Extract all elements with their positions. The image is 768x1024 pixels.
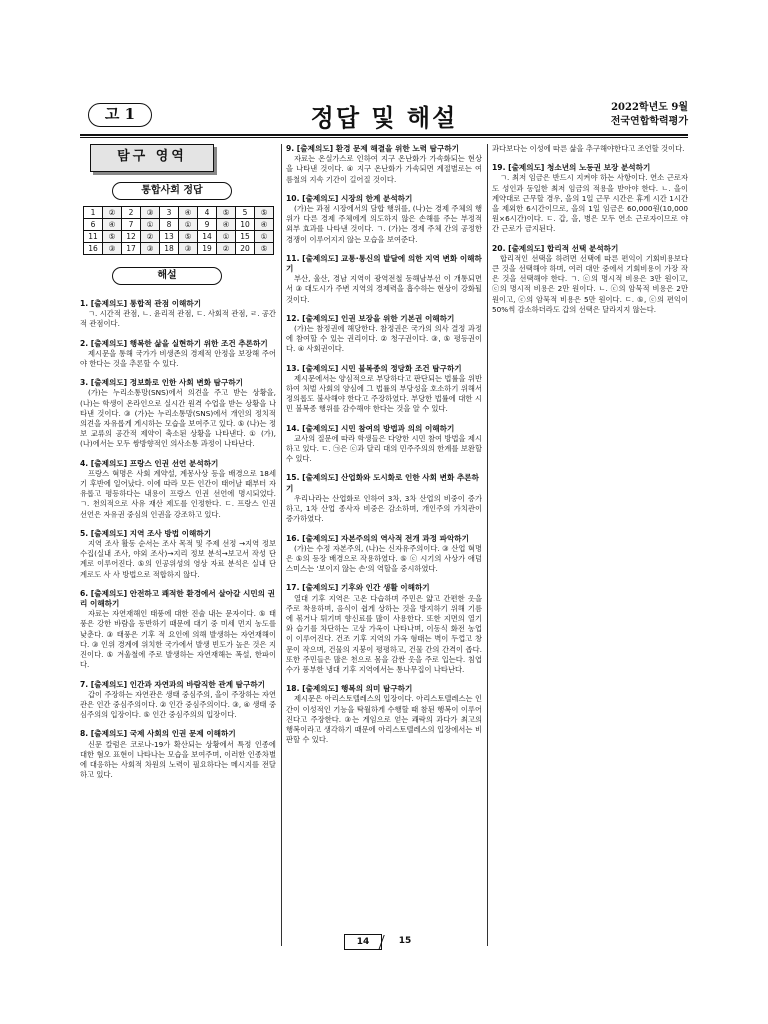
answer-choice: ③ xyxy=(141,207,160,219)
answer-choice: ⑤ xyxy=(103,231,122,243)
answer-choice: ③ xyxy=(103,243,122,255)
solution-item xyxy=(286,534,482,575)
solution-heading: 14. [출제의도] 시민 참여의 방법과 의의 이해하기 xyxy=(286,423,455,433)
answer-choice: ① xyxy=(217,231,236,243)
answer-choice: ⑤ xyxy=(255,207,274,219)
column-3-items xyxy=(492,163,688,315)
column-divider-2 xyxy=(487,144,488,946)
column-divider-1 xyxy=(281,144,282,946)
solution-body: 합리적인 선택을 하려면 선택에 따른 편익이 기회비용보다 큰 것을 선택해야 하며, 여러 대안 중에서 기회비용이 가장 작은 것을 선택해야 한다. ㄱ. ⓒ의 명시적 비용은 3만 원이고, ⓒ의 명시적 비용은 2만 원이다. ㄴ. ⓒ의 암묵적 비용은 2만 원이고, ⓒ의 암묵적 비용은 5만 원이다. ㄷ. ⑤, ⓒ의 편익이 50%씩 감소하더라도 갑의 선택은 달라지지 않는다. xyxy=(492,253,688,314)
solution-item xyxy=(286,473,482,524)
question-number: 6 xyxy=(84,219,103,231)
page-title: 정답 및 해설 xyxy=(310,104,458,132)
answer-choice: ④ xyxy=(255,219,274,231)
solution-item xyxy=(286,144,482,185)
solution-title: 해설 xyxy=(112,267,222,285)
solution-body: 프랑스 혁명은 사회 계약설, 계몽사상 등을 배경으로 18세기 후반에 일어났다. 이에 따라 모든 인간이 태어날 때부터 자유롭고 평등하다는 내용이 프랑스 인권 선언에 명시되었다. ㄱ. 천의적으로 사유 재산 제도를 인정한다. ㄷ. 프랑스 인권 선언은 자유권 중심의 인권을 강조하고 있다. xyxy=(80,468,276,519)
solution-heading: 13. [출제의도] 시민 불복종의 정당화 조건 탐구하기 xyxy=(286,363,462,373)
solution-item xyxy=(286,424,482,465)
exam-year: 2022학년도 9월 xyxy=(611,102,688,113)
column-1-items xyxy=(80,299,276,780)
column-3 xyxy=(492,144,688,324)
solution-item xyxy=(80,529,276,580)
answer-choice: ④ xyxy=(179,207,198,219)
solution-heading: 1. [출제의도] 통합적 관점 이해하기 xyxy=(80,299,202,308)
solution-item xyxy=(492,163,688,234)
header-rule-thin xyxy=(80,137,688,138)
solution-item xyxy=(286,583,482,675)
question-number: 12 xyxy=(122,231,141,243)
answer-row xyxy=(84,243,274,255)
question-number: 10 xyxy=(236,219,255,231)
question-number: 14 xyxy=(198,231,217,243)
answer-row xyxy=(84,231,274,243)
solution-body: (가)는 수정 자본주의, (나)는 신자유주의이다. ③ 산업 혁명은 ⑤의 등장 배경으로 작용하였다. ⑤ ⓒ 시기의 사상가 애덤 스미스는 '보이지 않는 손'의 역할을 중시하였다. xyxy=(286,543,482,574)
solution-item xyxy=(286,684,482,745)
solution-heading: 3. [출제의도] 정보화로 인한 사회 변화 탐구하기 xyxy=(80,378,244,388)
solution-heading: 8. [출제의도] 국제 사회의 인권 문제 이해하기 xyxy=(80,729,236,739)
solution-heading: 4. [출제의도] 프랑스 인권 선언 분석하기 xyxy=(80,458,219,468)
area-title: 탐구 영역 xyxy=(90,144,214,172)
answer-choice: ⑤ xyxy=(255,243,274,255)
column-1 xyxy=(80,144,276,789)
solution-heading: 20. [출제의도] 합리적 선택 분석하기 xyxy=(492,243,619,253)
question-number: 2 xyxy=(122,207,141,219)
question-number: 4 xyxy=(198,207,217,219)
question-number: 13 xyxy=(160,231,179,243)
solution-heading: 17. [출제의도] 기후와 인간 생활 이해하기 xyxy=(286,583,430,593)
solution-item xyxy=(286,194,482,245)
answer-choice: ④ xyxy=(103,219,122,231)
solution-body: (가)는 참정권에 해당한다. 참정권은 국가의 의사 결정 과정에 참여할 수 있는 권리이다. ② 청구권이다. ③, ⑤ 평등권이다. ④ 사회권이다. xyxy=(286,324,482,354)
solution-heading: 16. [출제의도] 자본주의의 역사적 전개 과정 파악하기 xyxy=(286,533,469,543)
solution-body: (가)는 과점 시장에서의 담합 행위를, (나)는 경제 주체의 행위가 다른 경제 주체에게 의도하지 않은 손해를 주는 부정적 외부 효과를 나타낸 것이다. ㄱ. (가)는 경제 주체 간의 공정한 경쟁이 이루어지지 않는 모습을 보여준다. xyxy=(286,204,482,244)
solution-body: ㄱ. 최저 임금은 반드시 지켜야 하는 사항이다. 연소 근로자도 성인과 동일한 최저 임금의 적용을 받아야 한다. ㄴ. 을이 계약대로 근무할 경우, 을의 1일 근무 시간은 휴게 시간 1시간을 제외한 6시간이므로, 을의 1일 임금은 60,000원(10,000원×6시간)이다. ㄷ. 갑, 을, 병은 모두 연소 근로자이므로 야간 근로가 금지된다. xyxy=(492,173,688,234)
solution-item xyxy=(492,244,688,315)
answer-choice: ② xyxy=(217,243,236,255)
question-number: 8 xyxy=(160,219,179,231)
solution-body: 교사의 질문에 따라 학생들은 다양한 시민 참여 방법을 제시하고 있다. ㄷ. ㉠은 ⓒ과 달리 대의 민주주의의 한계를 보완할 수 있다. xyxy=(286,433,482,464)
question-number: 19 xyxy=(198,243,217,255)
solution-body: 자료는 온실가스로 인하여 지구 온난화가 가속화되는 현상을 나타낸 것이다. ④ 지구 온난화가 가속되면 계절별로는 여름철의 지속 기간이 길어질 것이다. xyxy=(286,154,482,184)
exam-info xyxy=(611,101,688,129)
solution-heading: 9. [출제의도] 환경 문제 해결을 위한 노력 탐구하기 xyxy=(286,144,459,153)
question-number: 9 xyxy=(198,219,217,231)
header-rule-thick xyxy=(80,134,688,136)
question-number: 15 xyxy=(236,231,255,243)
solution-item xyxy=(80,589,276,671)
answer-choice: ① xyxy=(255,231,274,243)
solution-body: 신문 칼럼은 코로나-19가 확산되는 상황에서 특정 인종에 대한 혐오 표현이 나타나는 모습을 보여주며, 이러한 인종차별에 대응하는 사회적 차원의 노력이 필요하다는 메시지를 전달하고 있다. xyxy=(80,739,276,780)
solution-item xyxy=(80,459,276,520)
solution-item xyxy=(80,299,276,330)
solution-heading: 7. [출제의도] 인간과 자연과의 바람직한 관계 탐구하기 xyxy=(80,679,266,689)
solution-body: 열대 기후 지역은 고온 다습하며 주민은 얇고 간편한 옷을 주로 착용하며, 음식이 쉽게 상하는 것을 방지하기 위해 기름에 볶거나 튀기며 향신료를 많이 사용한다. 또한 지면의 열기와 습기를 차단하는 고상 가옥이 나타나며, 이동식 화전 농업이 이루어진다. 건조 기후 지역의 가옥 형태는 벽이 두껍고 창문이 작으며, 건물의 지붕이 평평하고, 건물 간의 간격이 좁다. 또한 주민들은 많은 천으로 몸을 감싼 옷을 주로 입는다. 침엽수가 풍부한 냉대 기후 지역에서는 통나무집이 나타난다. xyxy=(286,593,482,674)
solution-body: 지역 조사 활동 순서는 조사 목적 및 주제 선정 →지역 정보 수집(실내 조사, 야외 조사)→지리 정보 분석→보고서 작성 단계로 이루어진다. ⑤의 인공위성의 영상 자료 분석은 실내 단계로도 사 사 방법으로 적합하지 않다. xyxy=(80,539,276,579)
solution-body: 제시문에서는 양심적으로 부당하다고 판단되는 법률을 위반하여 처벌 사회의 양심에 그 법률의 부당성을 호소하기 위해서 정의롭도 불사해야 한다고 주장하였다. 부당한 법률에 대한 시민 불복종 행위를 감수해야 한다는 것을 알 수 있다. xyxy=(286,373,482,414)
answer-row xyxy=(84,219,274,231)
solution-heading: 12. [출제의도] 인권 보장을 위한 기본권 이해하기 xyxy=(286,313,455,323)
column-2 xyxy=(286,144,482,754)
solution-body: ㄱ. 시간적 관점, ㄴ. 윤리적 관점, ㄷ. 사회적 관점, ㄹ. 공간적 관점이다. xyxy=(80,309,276,329)
answer-choice: ③ xyxy=(179,243,198,255)
question-number: 16 xyxy=(84,243,103,255)
solution-body: 제시문은 아리스토텔레스의 입장이다. 아리스토텔레스는 인간이 이성적인 기능을 탁월하게 수행할 때 참된 행복이 이루어진다고 주장한다. ③는 게임으로 얻는 쾌락의 과다가 최고의 행복이라고 생각하기 때문에 아리스토텔레스의 입장에서는 비판할 수 있다. xyxy=(286,694,482,745)
solution-item xyxy=(80,729,276,780)
question-number: 7 xyxy=(122,219,141,231)
solution-body: (가)는 누리소통망(SNS)에서 의견을 주고 받는 상황을, (나)는 학생이 온라인으로 실시간 원격 수업을 받는 상황을 나타낸 것이다. ③ (가)는 누리소통망(SNS)에서 개인의 정치적 의견을 자유롭게 게시하는 모습을 보여주고 있다. ⑤ (나)는 정보 교류의 공간적 제약이 축소된 상황을 나타낸다. ① (가), (나)에서는 모두 쌍방향적인 의사소통 과정이 나타난다. xyxy=(80,388,276,449)
page-number-right: 15 xyxy=(398,936,412,946)
question-number: 17 xyxy=(122,243,141,255)
page-numbers xyxy=(344,934,424,950)
question-number: 3 xyxy=(160,207,179,219)
solution-item xyxy=(286,314,482,355)
solution-heading: 15. [출제의도] 산업화와 도시화로 인한 사회 변화 추론하기 xyxy=(286,473,479,493)
answer-key-title: 통합사회 정답 xyxy=(112,182,232,200)
solution-body: 제시문을 통해 국가가 비생존의 경제적 안정을 보장해 주어야 한다는 것을 추론할 수 있다. xyxy=(80,348,276,369)
answer-choice: ① xyxy=(141,219,160,231)
solution-item xyxy=(286,254,482,305)
solution-heading: 6. [출제의도] 안전하고 쾌적한 환경에서 살아갈 시민의 권리 이해하기 xyxy=(80,588,275,609)
solution-body: 갑이 주장하는 자연관은 생태 중심주의, 을이 주장하는 자연관은 인간 중심주의이다. ② 인간 중심주의이다. ③, ④ 생태 중심주의의 입장이다. ⑤ 인간 중심주의의 입장이다. xyxy=(80,689,276,720)
answer-choice: ⑤ xyxy=(179,231,198,243)
solution-body: 부산, 울산, 경남 지역이 광역전철 동해남부선 이 개통되면서 ③ 대도시가 주변 지역의 경제력을 흡수하는 현상이 강화될 것이다. xyxy=(286,274,482,304)
continued-text: 과다보다는 이성에 따른 삶을 추구해야한다고 조언할 것이다. xyxy=(492,144,685,153)
solution-heading: 2. [출제의도] 행복한 삶을 실현하기 위한 조건 추론하기 xyxy=(80,338,268,348)
answer-choice: ② xyxy=(103,207,122,219)
solution-heading: 18. [출제의도] 행복의 의미 탐구하기 xyxy=(286,684,413,694)
column-2-items xyxy=(286,144,482,745)
question-number: 1 xyxy=(84,207,103,219)
grade-badge: 고 1 xyxy=(88,103,152,127)
solution-heading: 11. [출제의도] 교통·통신의 발달에 의한 지역 변화 이해하기 xyxy=(286,253,482,274)
answer-row xyxy=(84,207,274,219)
answer-choice: ① xyxy=(179,219,198,231)
solution-item xyxy=(80,378,276,449)
answer-choice: ② xyxy=(141,231,160,243)
solution-item xyxy=(286,364,482,415)
solution-body: 자료는 자연재해인 태풍에 대한 진술 내는 문자이다. ⑤ 태풍은 강한 바람을 동반하기 때문에 대기 중 미세 먼지 농도를 낮춘다. ③ 태풍은 기후 적 요인에 의해 발생하는 자연재해이다. ③ 인위 경계에 위치한 국가에서 발생 빈도가 높은 것은 지진이다. ⑤ 겨울철에 주로 발생하는 자연재해는 폭설, 한파이다. xyxy=(80,609,276,670)
solution-body: 우리나라는 산업화로 인하여 3차, 3차 산업의 비중이 증가하고, 1차 산업 종사자 비중은 감소하며, 개인주의 가치관이 증가하였다. xyxy=(286,493,482,524)
answer-choice: ⑤ xyxy=(217,207,236,219)
question-number: 18 xyxy=(160,243,179,255)
answer-key-table xyxy=(83,206,274,255)
solution-heading: 5. [출제의도] 지역 조사 방법 이해하기 xyxy=(80,528,212,538)
solution-item xyxy=(80,680,276,721)
page-number-left: 14 xyxy=(344,934,382,950)
exam-org: 전국연합학력평가 xyxy=(610,116,688,127)
question-number: 5 xyxy=(236,207,255,219)
solution-item xyxy=(80,339,276,370)
answer-choice: ④ xyxy=(217,219,236,231)
answer-choice: ③ xyxy=(141,243,160,255)
question-number: 11 xyxy=(84,231,103,243)
solution-heading: 10. [출제의도] 시장의 한계 분석하기 xyxy=(286,193,413,203)
solution-heading: 19. [출제의도] 청소년의 노동권 보장 분석하기 xyxy=(492,163,651,173)
question-number: 20 xyxy=(236,243,255,255)
